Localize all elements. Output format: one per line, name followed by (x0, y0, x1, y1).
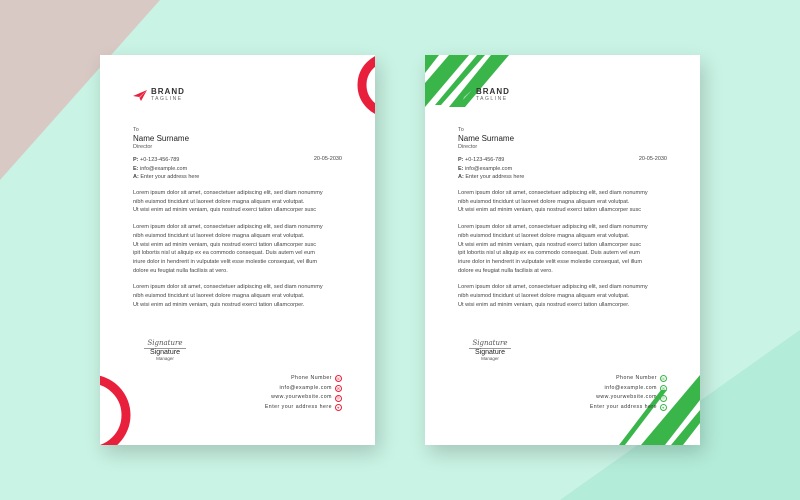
paragraph-line: Ut wisi enim ad minim veniam, quis nostrud exerci tation ullamcorper. (458, 301, 630, 308)
paragraph-line: Lorem ipsum dolor sit amet, consectetuer adipiscing elit, sed diam nonummy (458, 284, 648, 291)
paragraph (458, 189, 673, 215)
paragraph-line: Lorem ipsum dolor sit amet, consectetuer adipiscing elit, sed diam nonummy (458, 224, 648, 231)
paragraph-line: nibh euismod tincidunt ut laoreet dolore magna aliquam erat volutpat. (458, 232, 630, 239)
location-pin-icon: ⌖ (660, 404, 667, 411)
recipient-role: Director (458, 144, 478, 150)
paragraph-line: Ut wisi enim ad minim veniam, quis nostrud exerci tation ullamcorper susc (133, 207, 317, 214)
address-label: A: (133, 174, 139, 180)
address: Enter your address here (465, 174, 525, 180)
signature-script: Signature (469, 339, 511, 349)
letter-date: 20-05-2030 (638, 156, 667, 162)
paragraph-line: dolore eu feugiat nulla facilisis at vero. (458, 267, 553, 274)
letterhead-green (425, 55, 700, 445)
letter-body (458, 189, 673, 317)
footer-contacts (590, 374, 667, 413)
recipient-name: Name Surname (458, 134, 515, 143)
footer-website: www.yourwebsite.com (271, 394, 332, 401)
signature-role: Manager (481, 356, 499, 361)
paragraph-line: dolore eu feugiat nulla facilisis at vero. (133, 267, 228, 274)
phone-label: P: (133, 157, 139, 163)
mail-icon: ✉ (336, 385, 341, 391)
red-arc-top (362, 57, 375, 113)
recipient-contact (458, 156, 524, 182)
paragraph-line: Ut wisi enim ad minim veniam, quis nostrud exerci tation ullamcorper susc (458, 207, 642, 214)
letter-body (133, 189, 348, 317)
signature-block (144, 339, 186, 361)
brand-logo (458, 88, 510, 102)
phone-label: P: (458, 157, 464, 163)
signature-role: Manager (156, 356, 174, 361)
signature-name: Signature (150, 349, 180, 356)
paragraph (458, 283, 673, 309)
paragraph (133, 189, 348, 215)
tagline: TAGLINE (151, 96, 183, 102)
paragraph-line: ipit lobortis nisl ut aliquip ex ea commodo consequat. Duis autem vel eum (133, 250, 315, 257)
phone-icon: ☏ (660, 376, 667, 381)
mail-icon: ✉ (661, 385, 666, 391)
phone: +0-123-456-789 (140, 157, 180, 163)
paragraph-line: Ut wisi enim ad minim veniam, quis nostrud exerci tation ullamcorper susc (458, 241, 642, 248)
footer-phone: Phone Number (616, 375, 657, 381)
recipient-role: Director (133, 144, 153, 150)
footer-website: www.yourwebsite.com (596, 394, 657, 401)
recipient-to-label: To (458, 127, 464, 133)
footer-email: info@example.com (279, 384, 332, 391)
signature-script: Signature (144, 339, 186, 349)
footer-address: Enter your address here (589, 404, 657, 411)
email: info@example.com (465, 165, 513, 172)
brand-name: BRAND (151, 87, 185, 96)
paragraph-line: Lorem ipsum dolor sit amet, consectetuer adipiscing elit, sed diam nonummy (458, 190, 648, 196)
paper-plane-icon (133, 90, 147, 101)
phone: +0-123-456-789 (465, 157, 505, 163)
paragraph-line: Lorem ipsum dolor sit amet, consectetuer adipiscing elit, sed diam nonummy (133, 190, 323, 196)
paragraph-line: Ut wisi enim ad minim veniam, quis nostrud exerci tation ullamcorper. (133, 301, 305, 308)
address-label: A: (458, 174, 464, 180)
paragraph-line: nibh euismod tincidunt ut laoreet dolore magna aliquam erat volutpat. (133, 293, 305, 300)
email: info@example.com (140, 165, 188, 172)
paragraph-line: Ut wisi enim ad minim veniam, quis nostrud exerci tation ullamcorper susc (133, 241, 317, 248)
phone-icon: ☏ (335, 376, 342, 381)
recipient-to-label: To (133, 127, 139, 133)
signature-block (469, 339, 511, 361)
location-pin-icon: ⌖ (335, 404, 342, 411)
footer-phone: Phone Number (291, 375, 332, 381)
email-label: E: (458, 165, 464, 172)
paragraph-line: nibh euismod tincidunt ut laoreet dolore magna aliquam erat volutpat. (133, 232, 305, 239)
recipient-name: Name Surname (133, 134, 190, 143)
paragraph-line: nibh euismod tincidunt ut laoreet dolore magna aliquam erat volutpat. (133, 198, 305, 205)
paper-plane-icon (458, 90, 472, 101)
signature-name: Signature (475, 349, 505, 356)
footer-address: Enter your address here (264, 404, 332, 411)
paragraph-line: Lorem ipsum dolor sit amet, consectetuer adipiscing elit, sed diam nonummy (133, 224, 323, 231)
paragraph (458, 223, 673, 275)
paragraph (133, 223, 348, 275)
paragraph-line: iriure dolor in hendrerit in vulputate velit esse molestie consequat, vel illum (133, 258, 318, 265)
globe-icon: ◎ (336, 395, 341, 401)
address: Enter your address here (140, 174, 200, 180)
red-arc-bottom (100, 379, 126, 445)
paragraph-line: ipit lobortis nisl ut aliquip ex ea commodo consequat. Duis autem vel eum (458, 250, 640, 257)
recipient-contact (133, 156, 199, 182)
footer-contacts (265, 374, 342, 413)
paragraph-line: iriure dolor in hendrerit in vulputate velit esse molestie consequat, vel illum (458, 258, 643, 265)
paragraph-line: nibh euismod tincidunt ut laoreet dolore magna aliquam erat volutpat. (458, 293, 630, 300)
footer-email: info@example.com (604, 384, 657, 391)
globe-icon: ◎ (661, 395, 666, 401)
brand-name: BRAND (476, 87, 510, 96)
letter-date: 20-05-2030 (313, 156, 342, 162)
brand-logo (133, 88, 185, 102)
paragraph-line: nibh euismod tincidunt ut laoreet dolore magna aliquam erat volutpat. (458, 198, 630, 205)
tagline: TAGLINE (476, 96, 508, 102)
letterhead-red (100, 55, 375, 445)
paragraph-line: Lorem ipsum dolor sit amet, consectetuer adipiscing elit, sed diam nonummy (133, 284, 323, 291)
email-label: E: (133, 165, 139, 172)
paragraph (133, 283, 348, 309)
